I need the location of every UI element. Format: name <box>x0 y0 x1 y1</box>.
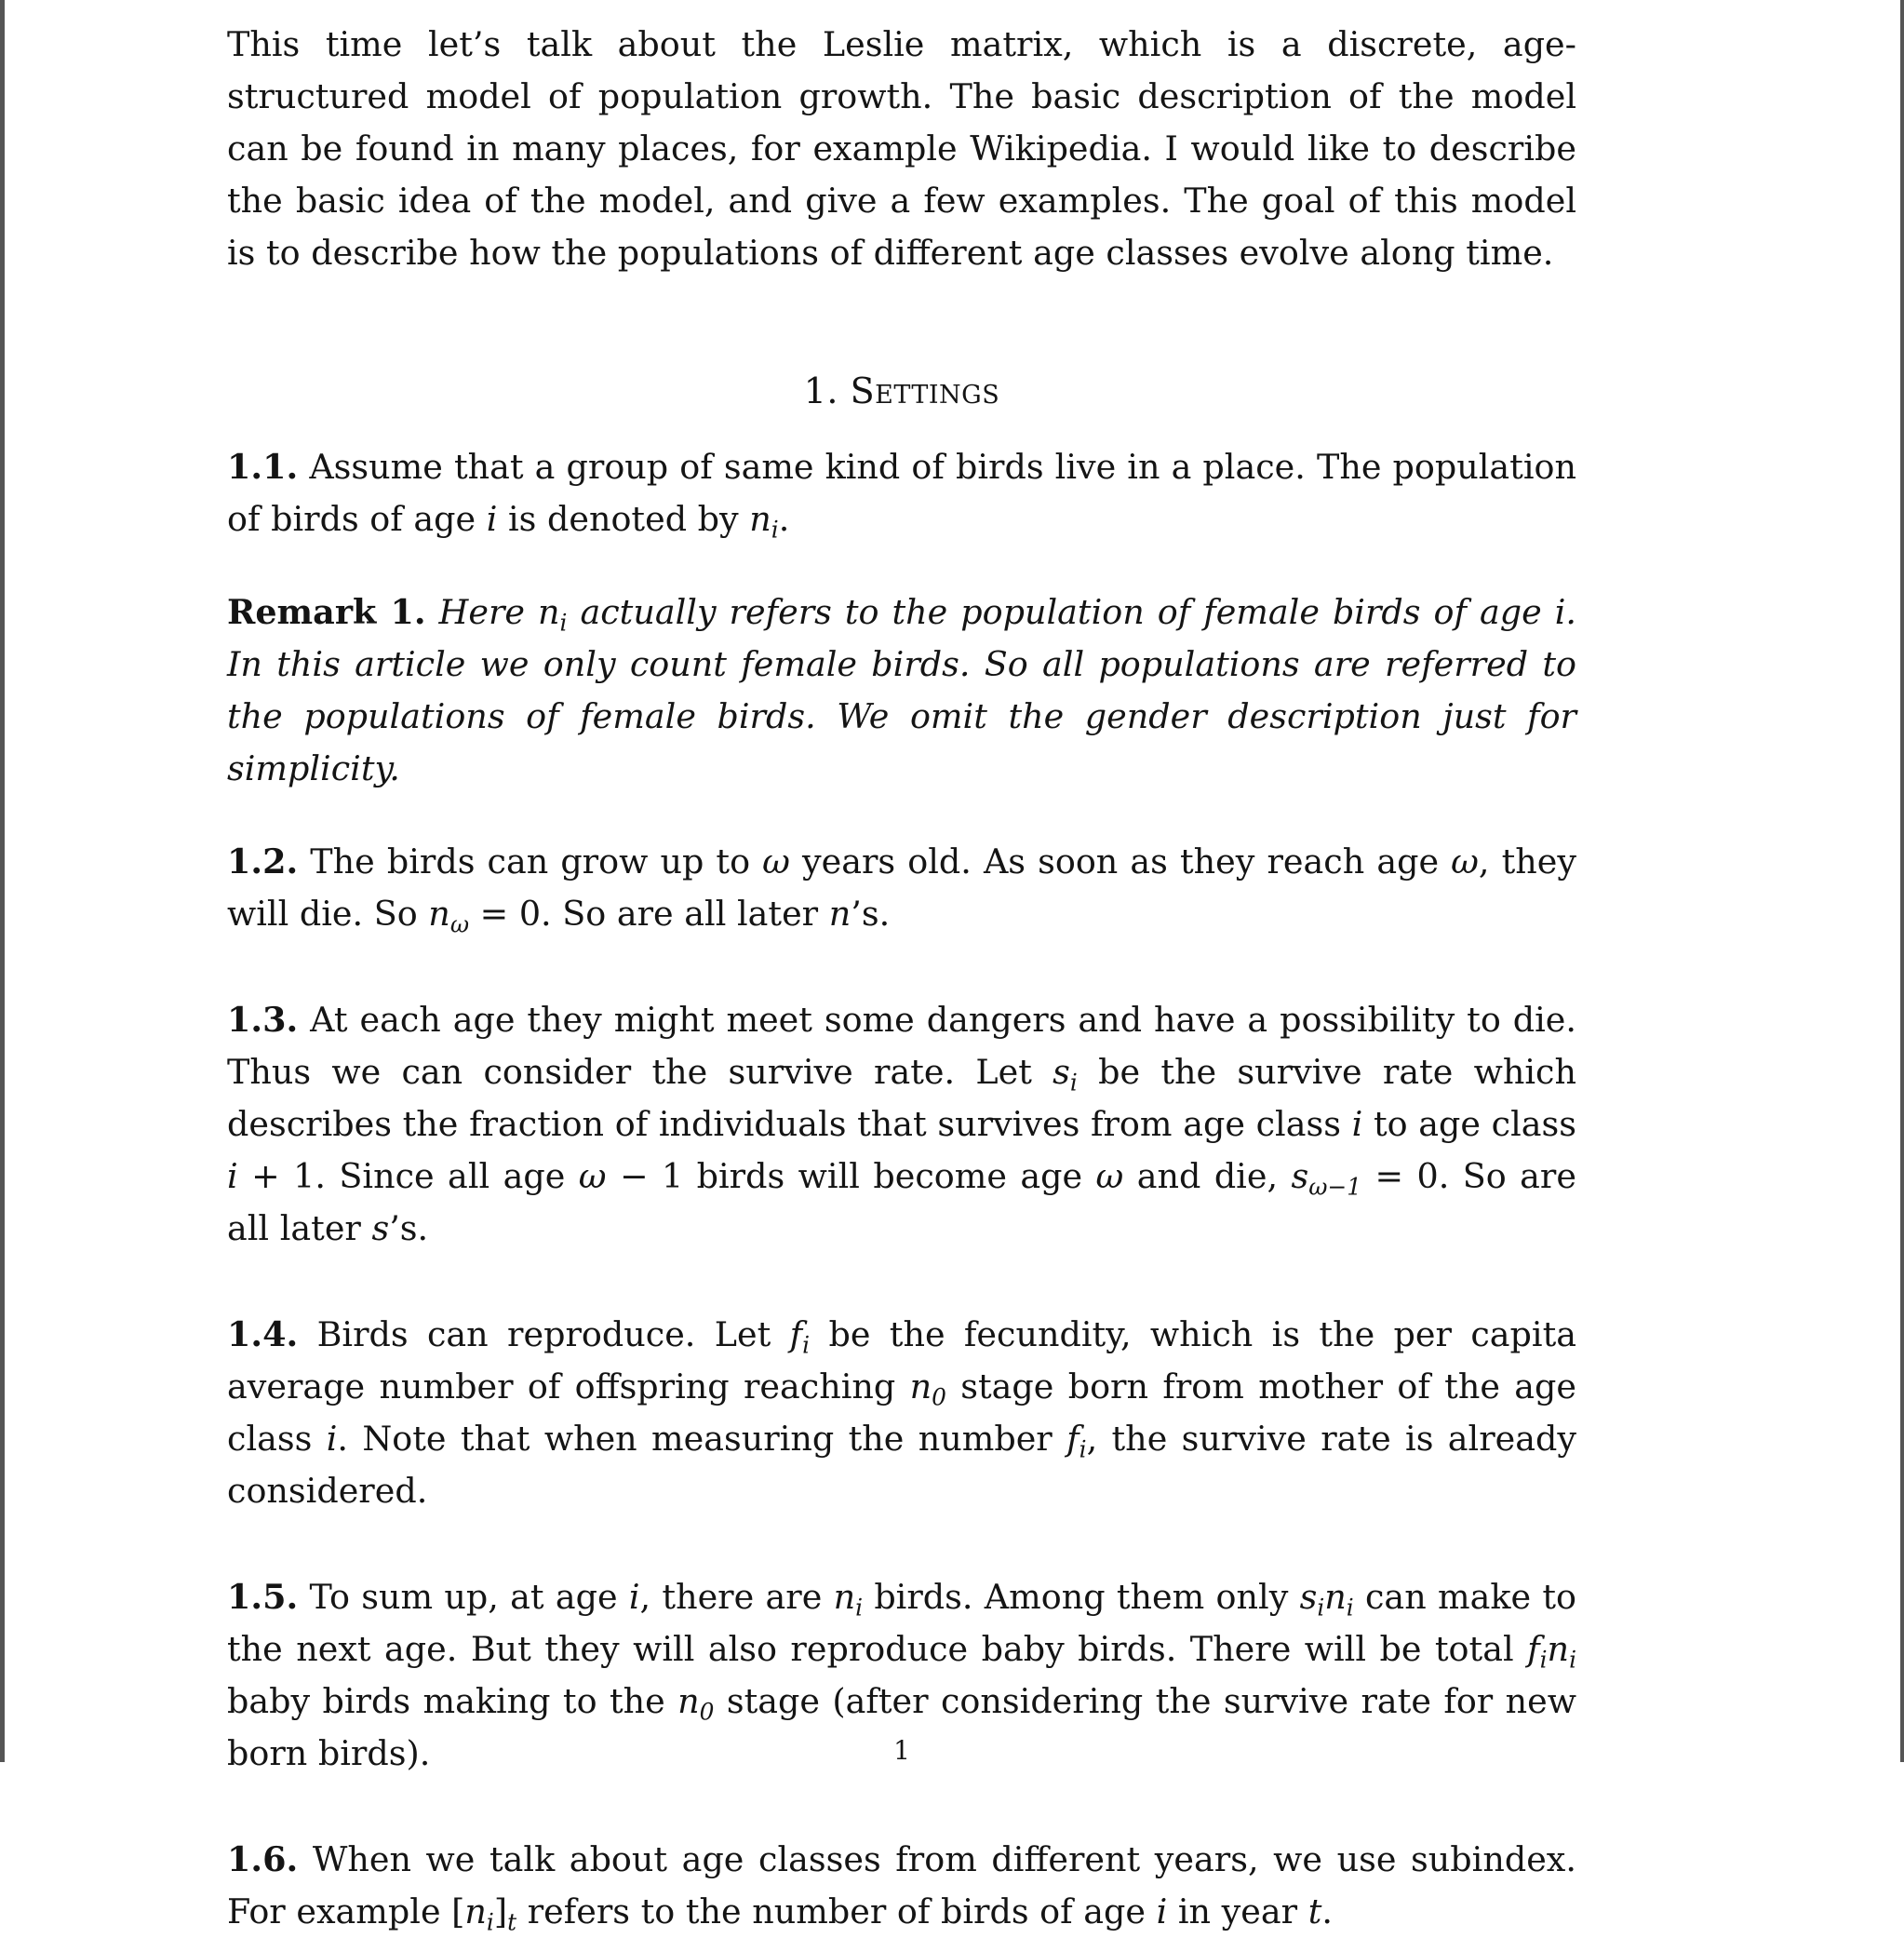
math-symbol: f <box>789 1314 803 1354</box>
text-run: = 0. So are all later <box>469 894 829 934</box>
page-number: 1 <box>893 1735 910 1766</box>
math-subscript: i <box>1079 1435 1087 1463</box>
math-subscript: i <box>1346 1594 1354 1622</box>
text-run: be the survive rate which describes the fraction of individuals that survives from age class <box>227 1052 1576 1144</box>
math-subscript: 0 <box>699 1698 715 1726</box>
math-symbol: n <box>833 1577 856 1617</box>
math-symbol: i <box>227 1156 238 1196</box>
math-subscript <box>507 1908 516 1935</box>
math-subscript: i <box>486 1908 494 1936</box>
section-title: Settings <box>850 370 1000 411</box>
text-run: actually refers to the population of female birds of age <box>567 592 1555 632</box>
intro-paragraph: This time let’s talk about the Leslie matrix, which is a discrete, age-structured model of population growth. The basic description of the model can be found in many places, for example Wikipedia. I would like to describe the basic idea of the model, and give a few examples. The goal of this model is to describe how the populations of different age classes evolve along time. <box>227 24 1576 273</box>
item-number: 1.2. <box>227 841 299 882</box>
math-symbol: n <box>909 1366 932 1406</box>
text-run: years old. As soon as they reach age <box>789 841 1452 882</box>
text-run: Birds can reproduce. Let <box>298 1314 790 1354</box>
text-run: = 0. So are all later <box>227 1156 1576 1248</box>
math-subscript: i <box>1317 1594 1325 1622</box>
text-run: ’s. <box>851 894 891 934</box>
text-run: Assume that a group of same kind of birds live in a place. The population of birds of age <box>227 447 1576 539</box>
math-symbol: i <box>628 1577 640 1617</box>
math-symbol <box>428 894 470 938</box>
math-subscript: ω−1 <box>1308 1173 1362 1201</box>
math-symbol: s <box>371 1208 390 1248</box>
text-run: is denoted by <box>497 499 750 539</box>
left-border <box>0 0 5 1762</box>
math-symbol: s <box>1299 1577 1318 1617</box>
text-run: + 1. Since all age <box>237 1156 579 1196</box>
paragraph-1-2 <box>227 836 1576 940</box>
math-symbol <box>1527 1629 1576 1674</box>
math-symbol: ω <box>1451 841 1479 882</box>
text-run: , they will die. So <box>227 841 1576 934</box>
text-run: in year <box>1167 1891 1308 1931</box>
math-symbol: ω <box>762 841 790 882</box>
math-symbol: n <box>828 894 851 934</box>
math-symbol: t <box>1307 1891 1322 1931</box>
math-symbol <box>833 1577 864 1622</box>
text-run: At each age they might meet some dangers and have a possibility to die. Thus we can consider the survive rate. Let <box>227 1000 1576 1092</box>
text-run: , there are <box>639 1577 834 1617</box>
math-subscript: i <box>771 516 779 544</box>
math-symbol: i <box>486 499 498 539</box>
math-symbol: i <box>326 1419 338 1459</box>
math-subscript: ω <box>449 910 470 938</box>
math-symbol: n <box>464 1891 487 1931</box>
section-heading <box>227 365 1576 417</box>
text-run: . Note that when measuring the number <box>337 1419 1067 1459</box>
math-symbol: i <box>1156 1891 1168 1931</box>
math-symbol: f <box>1066 1419 1079 1459</box>
math-symbol: n <box>428 894 450 934</box>
math-symbol: n <box>677 1681 700 1721</box>
text-run: ] <box>493 1891 508 1931</box>
text-run: − 1 birds will become age <box>606 1156 1096 1196</box>
text-run: birds. Among them only <box>863 1577 1300 1617</box>
item-number: 1.3. <box>227 1000 299 1040</box>
document-page <box>227 19 1576 1938</box>
math-subscript: i <box>1569 1646 1576 1674</box>
text-run: and die, <box>1123 1156 1292 1196</box>
math-subscript: i <box>855 1594 864 1622</box>
math-symbol <box>1053 1052 1078 1097</box>
math-symbol: ω <box>1095 1156 1124 1196</box>
math-symbol: i <box>1351 1104 1363 1144</box>
section-number: 1. <box>803 370 839 411</box>
text-run: To sum up, at age <box>298 1577 629 1617</box>
item-number: 1.5. <box>227 1577 299 1617</box>
math-symbol: s <box>1053 1052 1070 1092</box>
math-symbol: s <box>1291 1156 1309 1196</box>
text-run: to age class <box>1362 1104 1577 1144</box>
text-run: . In this article we only count female birds. So all populations are referred to the populations of female birds. We omit the gender description just for simplicity. <box>227 592 1576 788</box>
math-subscript: i <box>1069 1069 1078 1097</box>
paragraph-1-1: 1.1. Assume that a group of same kind of birds live in a place. The population of birds of age i is denoted by $n_i$. <box>227 447 1576 544</box>
math-symbol <box>464 1891 494 1936</box>
paragraph-1-6 <box>227 1834 1576 1938</box>
text-run: When we talk about age classes from different years, we use subindex. For example [ <box>227 1839 1576 1931</box>
right-border <box>1900 0 1904 1762</box>
remark-label: Remark 1. <box>227 592 426 632</box>
math-symbol: n <box>1547 1629 1570 1669</box>
math-symbol: n <box>538 592 560 632</box>
text-run: Here <box>425 592 539 632</box>
paragraph-1-3 <box>227 994 1576 1255</box>
text-run: The birds can grow up to <box>298 841 763 882</box>
math-symbol: t <box>507 1908 517 1936</box>
math-subscript: i <box>1539 1646 1548 1674</box>
math-subscript: i <box>559 609 568 637</box>
text-run: . <box>1321 1891 1333 1931</box>
math-symbol <box>1066 1419 1087 1463</box>
math-symbol <box>909 1366 946 1411</box>
text-run: stage born from mother of the age class <box>227 1366 1576 1459</box>
math-symbol: ω <box>578 1156 607 1196</box>
math-symbol <box>789 1314 811 1359</box>
item-number: 1.6. <box>227 1839 299 1879</box>
text-run: ’s. <box>389 1208 429 1248</box>
math-subscript: i <box>802 1331 811 1359</box>
text-run: be the fecundity, which is the per capita average number of offspring reaching <box>227 1314 1576 1406</box>
math-symbol: n <box>1324 1577 1347 1617</box>
math-symbol <box>749 499 779 544</box>
item-number: 1.4. <box>227 1314 299 1354</box>
math-symbol: i <box>1554 592 1566 632</box>
text-run: refers to the number of birds of age <box>516 1891 1157 1931</box>
math-subscript: 0 <box>932 1383 946 1411</box>
item-number: 1.1. <box>227 447 299 487</box>
math-symbol <box>1299 1577 1354 1622</box>
paragraph-1-4 <box>227 1309 1576 1517</box>
text-run: baby birds making to the <box>227 1681 678 1721</box>
math-symbol <box>538 592 568 637</box>
math-symbol <box>677 1681 715 1726</box>
text-run: stage (after considering the survive rate for new born birds). <box>227 1681 1576 1773</box>
math-symbol: f <box>1527 1629 1540 1669</box>
text-run: can make to the next age. But they will also reproduce baby birds. There will be total <box>227 1577 1576 1669</box>
remark-1 <box>227 586 1576 795</box>
text-run: , the survive rate is already considered. <box>227 1419 1577 1511</box>
math-symbol <box>1291 1156 1362 1201</box>
math-symbol: n <box>749 499 771 539</box>
